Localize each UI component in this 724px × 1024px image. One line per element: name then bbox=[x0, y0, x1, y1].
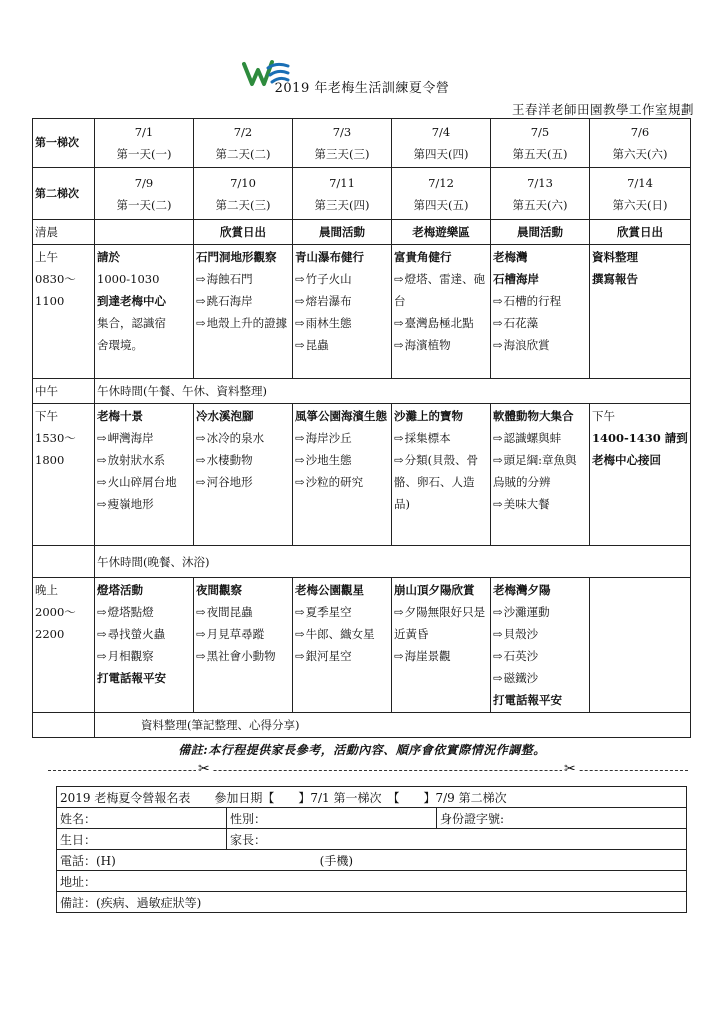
evening-day3: 老梅公園觀星 ⇨夏季星空 ⇨牛郎、織女星 ⇨銀河星空 bbox=[293, 578, 392, 713]
batch1-day5: 7/5 第五天(五) bbox=[491, 119, 590, 168]
phone-mobile-label: (手機) bbox=[319, 853, 354, 868]
batch1-day6: 7/6 第六天(六) bbox=[590, 119, 691, 168]
dawn-day2: 欣賞日出 bbox=[194, 220, 293, 245]
afternoon-day2: 冷水溪泡腳 ⇨冰冷的泉水 ⇨水棲動物 ⇨河谷地形 bbox=[194, 404, 293, 546]
batch1-label: 第一梯次 bbox=[33, 119, 95, 168]
arrow-icon: ⇨ bbox=[295, 605, 305, 619]
arrow-icon: ⇨ bbox=[493, 338, 503, 352]
arrow-icon: ⇨ bbox=[97, 431, 107, 445]
dawn-day5: 晨間活動 bbox=[491, 220, 590, 245]
arrow-icon: ⇨ bbox=[295, 316, 305, 330]
arrow-icon: ⇨ bbox=[196, 605, 206, 619]
batch2-day3: 7/11 第三天(四) bbox=[293, 168, 392, 220]
dawn-day1 bbox=[95, 220, 194, 245]
arrow-icon: ⇨ bbox=[493, 431, 503, 445]
arrow-icon: ⇨ bbox=[295, 627, 305, 641]
noon-text: 午休時間(午餐、午休、資料整理) bbox=[95, 379, 691, 404]
arrow-icon: ⇨ bbox=[394, 272, 404, 286]
evening-day4: 崩山頂夕陽欣賞 ⇨夕陽無限好只是近黃昏 ⇨海崖景觀 bbox=[392, 578, 491, 713]
dinner-text: 午休時間(晚餐、沐浴) bbox=[95, 546, 691, 578]
name-field[interactable]: 姓名： bbox=[57, 808, 227, 829]
noon-label: 中午 bbox=[33, 379, 95, 404]
evening-day1: 燈塔活動 ⇨燈塔點燈 ⇨尋找螢火蟲 ⇨月相觀察 打電話報平安 bbox=[95, 578, 194, 713]
reg-row-remarks bbox=[57, 892, 687, 913]
evening-day5: 老梅灣夕陽 ⇨沙灘運動 ⇨貝殼沙 ⇨石英沙 ⇨磁鐵沙 打電話報平安 bbox=[491, 578, 590, 713]
reg-header-row bbox=[57, 787, 687, 808]
batch1-day1: 7/1 第一天(一) bbox=[95, 119, 194, 168]
arrow-icon: ⇨ bbox=[394, 338, 404, 352]
morning-row bbox=[33, 245, 691, 379]
afternoon-day5: 軟體動物大集合 ⇨認識螺與蚌 ⇨頭足綱:章魚與烏賊的分辨 ⇨美味大餐 bbox=[491, 404, 590, 546]
arrow-icon: ⇨ bbox=[493, 453, 503, 467]
arrow-icon: ⇨ bbox=[493, 671, 503, 685]
afternoon-day3: 風箏公園海濱生態 ⇨海岸沙丘 ⇨沙地生態 ⇨沙粒的研究 bbox=[293, 404, 392, 546]
arrow-icon: ⇨ bbox=[196, 453, 206, 467]
arrow-icon: ⇨ bbox=[196, 627, 206, 641]
arrow-icon: ⇨ bbox=[493, 497, 503, 511]
arrow-icon: ⇨ bbox=[295, 338, 305, 352]
closing-label bbox=[33, 713, 95, 738]
batch2-row bbox=[33, 168, 691, 220]
evening-day2: 夜間觀察 ⇨夜間昆蟲 ⇨月見草尋蹤 ⇨黑社會小動物 bbox=[194, 578, 293, 713]
morning-day2: 石門洞地形觀察 ⇨海蝕石門 ⇨跳石海岸 ⇨地殼上升的證據 bbox=[194, 245, 293, 379]
page-title: 2019 年老梅生活訓練夏令營 bbox=[274, 81, 450, 96]
morning-day5: 老梅灣 石槽海岸 ⇨石槽的行程 ⇨石花藻 ⇨海浪欣賞 bbox=[491, 245, 590, 379]
afternoon-day4: 沙灘上的寶物 ⇨採集標本 ⇨分類(貝殼、骨骼、卵石、人造品) bbox=[392, 404, 491, 546]
arrow-icon: ⇨ bbox=[97, 627, 107, 641]
batch2-day2: 7/10 第二天(三) bbox=[194, 168, 293, 220]
parent-field[interactable]: 家長： bbox=[227, 829, 687, 850]
closing-text: 資料整理(筆記整理、心得分享) bbox=[95, 713, 691, 738]
morning-day4: 富貴角健行 ⇨燈塔、雷達、砲台 ⇨臺灣島極北點 ⇨海濱植物 bbox=[392, 245, 491, 379]
arrow-icon: ⇨ bbox=[295, 431, 305, 445]
evening-row bbox=[33, 578, 691, 713]
arrow-icon: ⇨ bbox=[493, 294, 503, 308]
birthday-field[interactable]: 生日： bbox=[57, 829, 227, 850]
reg-row-birthday bbox=[57, 829, 687, 850]
afternoon-row bbox=[33, 404, 691, 546]
arrow-icon: ⇨ bbox=[97, 497, 107, 511]
dinner-label bbox=[33, 546, 95, 578]
remarks-field[interactable]: 備註：(疾病、過敏症狀等) bbox=[57, 892, 687, 913]
scissors-icon: ✂ bbox=[564, 761, 576, 777]
dawn-day6: 欣賞日出 bbox=[590, 220, 691, 245]
dawn-label: 清晨 bbox=[33, 220, 95, 245]
schedule-table bbox=[32, 118, 691, 738]
afternoon-day1: 老梅十景 ⇨岬灣海岸 ⇨放射狀水系 ⇨火山碎屑台地 ⇨瘦嶺地形 bbox=[95, 404, 194, 546]
dawn-row bbox=[33, 220, 691, 245]
arrow-icon: ⇨ bbox=[295, 649, 305, 663]
arrow-icon: ⇨ bbox=[394, 605, 404, 619]
reg-header: 2019 老梅夏令營報名表 參加日期【 】7/1 第一梯次 【 】7/9 第二梯次 bbox=[57, 787, 687, 808]
phone-home-label: 電話：(H) bbox=[60, 853, 116, 868]
arrow-icon: ⇨ bbox=[196, 272, 206, 286]
page-subtitle: 王春洋老師田園教學工作室規劃 bbox=[511, 102, 694, 117]
arrow-icon: ⇨ bbox=[196, 316, 206, 330]
gender-field[interactable]: 性別： bbox=[227, 808, 437, 829]
morning-day6: 資料整理 撰寫報告 bbox=[590, 245, 691, 379]
arrow-icon: ⇨ bbox=[493, 316, 503, 330]
closing-row bbox=[33, 713, 691, 738]
dawn-day4: 老梅遊樂區 bbox=[392, 220, 491, 245]
morning-label: 上午 0830～ 1100 bbox=[33, 245, 95, 379]
arrow-icon: ⇨ bbox=[295, 453, 305, 467]
phone-field[interactable] bbox=[57, 850, 687, 871]
cut-line bbox=[48, 770, 688, 771]
reg-row-address bbox=[57, 871, 687, 892]
arrow-icon: ⇨ bbox=[493, 627, 503, 641]
arrow-icon: ⇨ bbox=[97, 605, 107, 619]
batch1-day2: 7/2 第二天(二) bbox=[194, 119, 293, 168]
arrow-icon: ⇨ bbox=[196, 431, 206, 445]
arrow-icon: ⇨ bbox=[97, 649, 107, 663]
batch1-row bbox=[33, 119, 691, 168]
footnote: 備註:本行程提供家長參考，活動內容、順序會依實際情況作調整。 bbox=[178, 743, 546, 757]
address-field[interactable]: 地址： bbox=[57, 871, 687, 892]
arrow-icon: ⇨ bbox=[394, 649, 404, 663]
reg-row-name bbox=[57, 808, 687, 829]
arrow-icon: ⇨ bbox=[97, 453, 107, 467]
id-field[interactable]: 身份證字號: bbox=[437, 808, 687, 829]
arrow-icon: ⇨ bbox=[295, 475, 305, 489]
dinner-row bbox=[33, 546, 691, 578]
batch2-day4: 7/12 第四天(五) bbox=[392, 168, 491, 220]
batch2-day5: 7/13 第五天(六) bbox=[491, 168, 590, 220]
evening-label: 晚上 2000～ 2200 bbox=[33, 578, 95, 713]
scissors-icon: ✂ bbox=[198, 761, 210, 777]
arrow-icon: ⇨ bbox=[493, 649, 503, 663]
morning-day3: 青山瀑布健行 ⇨竹子火山 ⇨熔岩瀑布 ⇨雨林生態 ⇨昆蟲 bbox=[293, 245, 392, 379]
noon-row bbox=[33, 379, 691, 404]
batch2-label: 第二梯次 bbox=[33, 168, 95, 220]
reg-row-phone bbox=[57, 850, 687, 871]
arrow-icon: ⇨ bbox=[394, 453, 404, 467]
arrow-icon: ⇨ bbox=[196, 649, 206, 663]
arrow-icon: ⇨ bbox=[394, 316, 404, 330]
batch2-day6: 7/14 第六天(日) bbox=[590, 168, 691, 220]
arrow-icon: ⇨ bbox=[97, 475, 107, 489]
arrow-icon: ⇨ bbox=[394, 431, 404, 445]
dawn-day3: 晨間活動 bbox=[293, 220, 392, 245]
afternoon-label: 下午 1530～ 1800 bbox=[33, 404, 95, 546]
afternoon-day6: 下午 1400-1430 請到老梅中心接回 bbox=[590, 404, 691, 546]
arrow-icon: ⇨ bbox=[295, 272, 305, 286]
batch2-day1: 7/9 第一天(二) bbox=[95, 168, 194, 220]
arrow-icon: ⇨ bbox=[295, 294, 305, 308]
arrow-icon: ⇨ bbox=[196, 475, 206, 489]
batch1-day3: 7/3 第三天(三) bbox=[293, 119, 392, 168]
morning-day1: 請於 1000-1030 到達老梅中心 集合，認識宿 舍環境。 bbox=[95, 245, 194, 379]
arrow-icon: ⇨ bbox=[196, 294, 206, 308]
evening-day6 bbox=[590, 578, 691, 713]
registration-form bbox=[56, 786, 687, 913]
arrow-icon: ⇨ bbox=[493, 605, 503, 619]
batch1-day4: 7/4 第四天(四) bbox=[392, 119, 491, 168]
